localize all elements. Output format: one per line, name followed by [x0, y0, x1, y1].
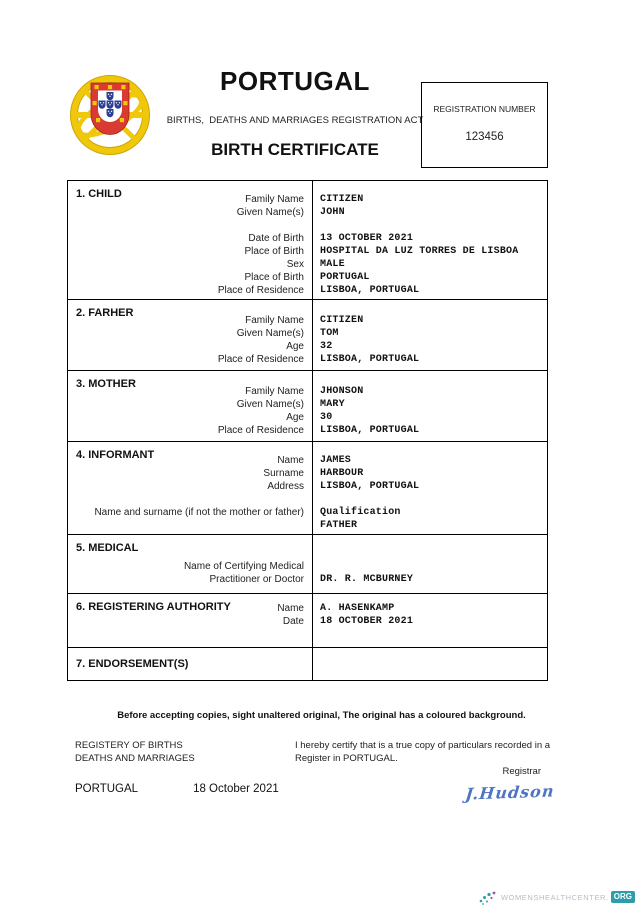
authority-values-cell: [313, 594, 547, 647]
section-title: 3. MOTHER: [76, 378, 136, 390]
section-title: 7. ENDORSEMENT(S): [76, 658, 189, 670]
section-medical: [68, 534, 547, 593]
field-value: LISBOA, PORTUGAL: [320, 354, 420, 365]
watermark-brand-text: WOMENSHEALTHCENTER.: [500, 892, 609, 902]
field-value: LISBOA, PORTUGAL: [320, 285, 420, 296]
registration-number-value: 123456: [465, 131, 504, 143]
field-value: 18 OCTOBER 2021: [320, 616, 414, 627]
registration-number-box: [421, 82, 548, 168]
field-label: Given Name(s): [236, 399, 304, 410]
field-label: Family Name: [245, 194, 304, 205]
medical-values-cell: [313, 535, 547, 593]
portugal-coat-of-arms-icon: [66, 72, 158, 158]
field-label: Age: [286, 341, 304, 352]
field-value: PORTUGAL: [320, 272, 370, 283]
field-value: 30: [320, 412, 333, 423]
field-label: Place of Residence: [217, 354, 304, 365]
field-value: JAMES: [320, 455, 352, 466]
father-values-cell: [313, 300, 547, 370]
medical-labels-cell: [68, 535, 313, 593]
field-value: MARY: [320, 399, 345, 410]
field-label: Name: [277, 603, 304, 614]
field-label: Given Name(s): [236, 328, 304, 339]
field-label: Name: [277, 455, 304, 466]
field-label: Family Name: [245, 386, 304, 397]
section-father: [68, 299, 547, 370]
field-label: [68, 219, 304, 232]
field-label: Date: [282, 616, 304, 627]
field-label: Name and surname (if not the mother or father): [94, 507, 304, 518]
field-value: HARBOUR: [320, 468, 364, 479]
act-subtitle: BIRTHS, DEATHS AND MARRIAGES REGISTRATION ACT: [166, 115, 424, 126]
field-label: Sex: [286, 259, 304, 270]
certification-statement: [295, 740, 550, 765]
registrar-signature: J.Hudson: [464, 781, 556, 804]
registry-line-2: DEATHS AND MARRIAGES: [75, 752, 195, 764]
field-value: LISBOA, PORTUGAL: [320, 425, 420, 436]
field-value: TOM: [320, 328, 339, 339]
authority-labels-cell: [68, 594, 313, 647]
endorsements-labels-cell: [68, 648, 313, 680]
field-value: FATHER: [320, 520, 358, 531]
field-value: 13 OCTOBER 2021: [320, 233, 414, 244]
registry-line-1: REGISTERY OF BIRTHS: [75, 740, 183, 751]
field-label: Place of Residence: [217, 285, 304, 296]
section-mother: [68, 370, 547, 441]
child-values-cell: [313, 181, 547, 299]
country-title: PORTUGAL: [220, 66, 370, 96]
certify-line-1: I hereby certify that is a true copy of particulars recorded in a: [295, 740, 551, 751]
endorsements-values-cell: [313, 648, 547, 680]
watermark-org-badge: ORG: [611, 891, 635, 903]
copy-warning-notice: Before accepting copies, sight unaltered original, The original has a coloured background.: [117, 710, 526, 721]
document-title: BIRTH CERTIFICATE: [211, 140, 379, 159]
registration-number-label: REGISTRATION NUMBER: [433, 104, 536, 114]
field-label: Given Name(s): [236, 207, 304, 218]
section-title: 1. CHILD: [76, 188, 122, 200]
field-label: Name of Certifying Medical: [183, 561, 304, 572]
informant-values-cell: [313, 442, 547, 534]
field-value: JHONSON: [320, 386, 364, 397]
field-value: LISBOA, PORTUGAL: [320, 481, 420, 492]
field-value: [320, 493, 547, 506]
field-label: Family Name: [245, 315, 304, 326]
field-value: [320, 547, 547, 560]
issue-country: PORTUGAL: [75, 783, 139, 795]
informant-labels-cell: [68, 442, 313, 534]
mother-values-cell: [313, 371, 547, 441]
field-value: MALE: [320, 259, 345, 270]
section-registering-authority: [68, 593, 547, 647]
field-label: Practitioner or Doctor: [209, 574, 304, 585]
field-value: CITIZEN: [320, 194, 364, 205]
field-value: CITIZEN: [320, 315, 364, 326]
field-label: Place of Birth: [244, 272, 304, 283]
watermark: [478, 888, 635, 906]
registry-office-block: [75, 740, 195, 765]
father-labels-cell: [68, 300, 313, 370]
field-value: [320, 219, 547, 232]
field-label: Age: [286, 412, 304, 423]
section-endorsements: [68, 647, 547, 680]
certificate-table: [67, 180, 548, 681]
issue-date: 18 October 2021: [193, 783, 279, 795]
field-value: A. HASENKAMP: [320, 603, 395, 614]
section-title: 5. MEDICAL: [76, 542, 139, 554]
field-label: Address: [267, 481, 304, 492]
section-title: 4. INFORMANT: [76, 449, 155, 461]
field-label: Place of Residence: [217, 425, 304, 436]
field-value: JOHN: [320, 207, 345, 218]
certify-line-2: Register in PORTUGAL.: [295, 752, 398, 764]
field-label: Place of Birth: [244, 246, 304, 257]
section-informant: [68, 441, 547, 534]
field-label: Surname: [263, 468, 304, 479]
section-title: 2. FARHER: [76, 307, 134, 319]
field-label: Date of Birth: [248, 233, 304, 244]
child-labels-cell: [68, 181, 313, 299]
field-label: [68, 519, 304, 532]
section-child: [68, 181, 547, 299]
field-value: [320, 560, 547, 573]
section-title: 6. REGISTERING AUTHORITY: [76, 601, 231, 613]
field-value: Qualification: [320, 507, 401, 518]
field-value: HOSPITAL DA LUZ TORRES DE LISBOA: [320, 246, 519, 257]
field-value: DR. R. MCBURNEY: [320, 574, 414, 585]
registrar-label: Registrar: [502, 766, 541, 777]
mother-labels-cell: [68, 371, 313, 441]
watermark-dots-icon: [478, 888, 498, 906]
field-value: 32: [320, 341, 333, 352]
issue-place-date: [75, 783, 279, 795]
header: [150, 66, 440, 160]
field-label: [68, 493, 304, 506]
